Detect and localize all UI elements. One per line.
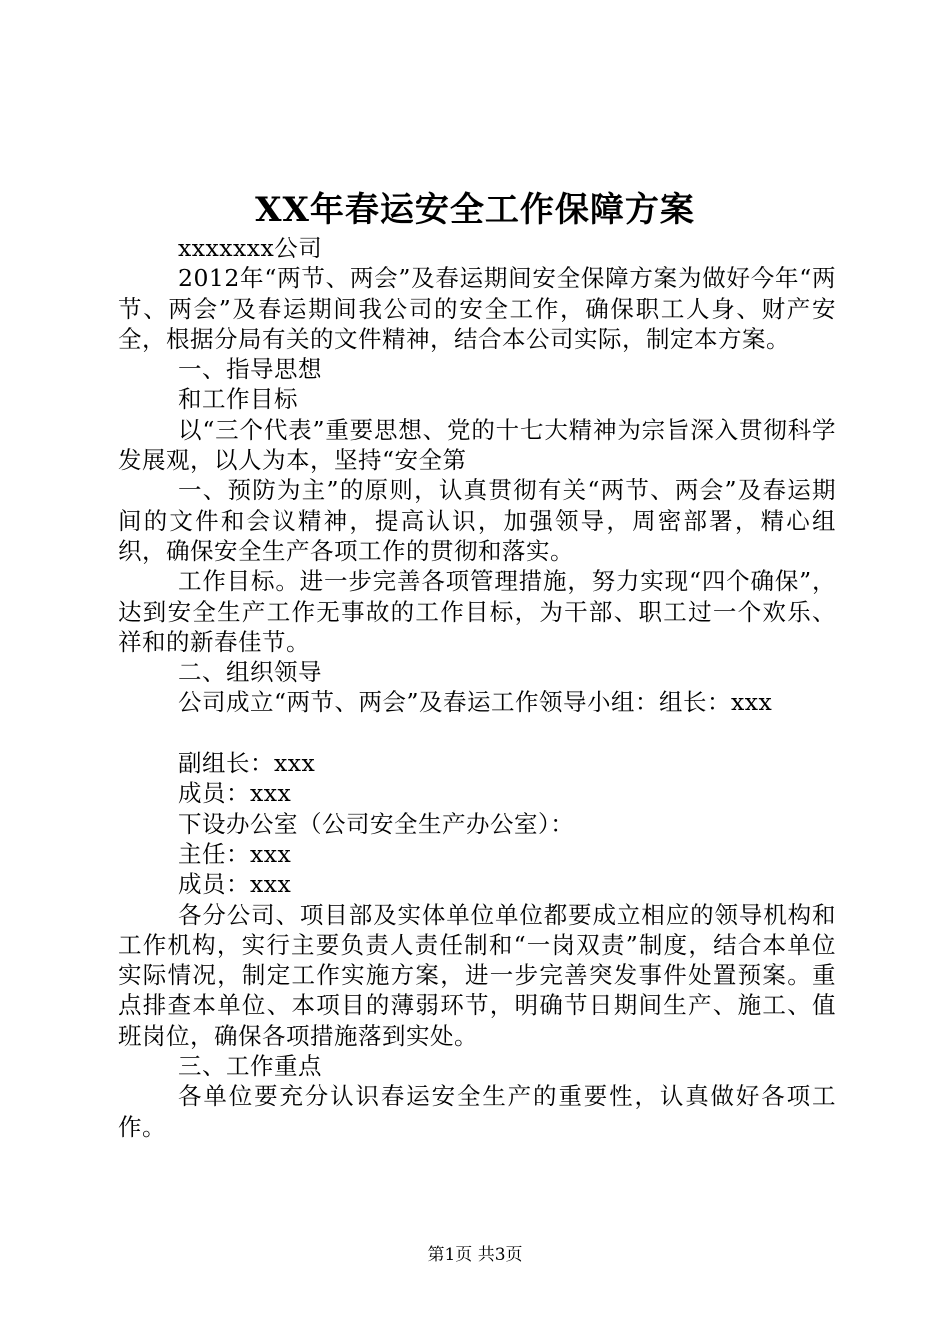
member-line: 成员：xxx [178,870,292,899]
document-body [118,233,836,1142]
body-paragraph: 以“三个代表”重要思想、党的十七大精神为宗旨深入贯彻科学发展观，以人为本，坚持“安全第 [118,415,836,475]
section-heading-organization: 二、组织领导 [178,658,322,687]
body-paragraph: 一、预防为主”的原则，认真贯彻有关“两节、两会”及春运期间的文件和会议精神，提高认识，加强领导，周密部署，精心组织，确保安全生产各项工作的贯彻和落实。 [118,476,836,565]
work-goal-paragraph: 工作目标。进一步完善各项管理措施，努力实现“四个确保”，达到安全生产工作无事故的工作目标，为干部、职工过一个欢乐、祥和的新春佳节。 [118,567,836,656]
director-line: 主任：xxx [178,839,292,868]
document-title: XX年春运安全工作保障方案 [255,190,695,230]
deputy-leader-line: 副组长：xxx [178,749,316,778]
member-line: 成员：xxx [178,779,292,808]
body-paragraph: 各分公司、项目部及实体单位单位都要成立相应的领导机构和工作机构，实行主要负责人责任制和“一岗双责”制度，结合本单位实际情况，制定工作实施方案，进一步完善突发事件处置预案。重点排查本单位、本项目的薄弱环节，明确节日期间生产、施工、值班岗位，确保各项措施落到实处。 [118,900,836,1050]
section-heading-work-focus: 三、工作重点 [178,1052,322,1081]
section-heading-guiding-thought: 一、指导思想 [178,355,322,384]
company-line: xxxxxxx公司 [178,234,323,262]
intro-paragraph: 2012年“两节、两会”及春运期间安全保障方案为做好今年“两节、两会”及春运期间我公司的安全工作，确保职工人身、财产安全，根据分局有关的文件精神，结合本公司实际，制定本方案。 [118,264,836,353]
page-number-footer: 第1页 共3页 [427,1245,523,1265]
office-line: 下设办公室（公司安全生产办公室）： [178,809,575,838]
leadership-group-line: 公司成立“两节、两会”及春运工作领导小组：组长：xxx [178,688,773,717]
body-paragraph: 各单位要充分认识春运安全生产的重要性，认真做好各项工作。 [118,1082,836,1141]
section-heading-continuation: 和工作目标 [178,385,298,414]
